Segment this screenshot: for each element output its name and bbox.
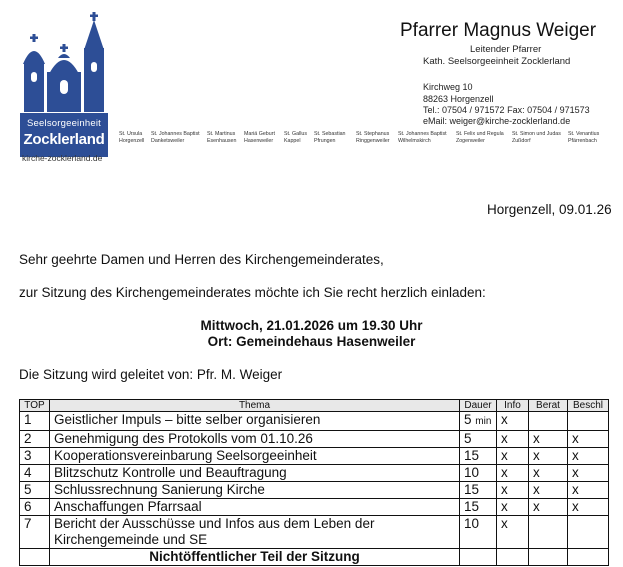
cell-dauer: 10 xyxy=(460,516,497,549)
parish-item: St. Johannes Baptist Wilhelmskirch xyxy=(398,131,447,144)
church-logo xyxy=(20,10,108,160)
col-header-berat: Berat xyxy=(529,400,568,412)
cell-berat: x xyxy=(529,482,568,499)
cell-thema: Bericht der Ausschüsse und Infos aus dem Leben der Kirchengemeinde und SE xyxy=(50,516,460,549)
logo-line-2: Zocklerland xyxy=(23,131,105,148)
table-row xyxy=(20,412,609,431)
cell-top: 1 xyxy=(20,412,50,431)
table-row xyxy=(20,465,609,482)
table-row xyxy=(20,431,609,448)
cell-thema: Schlussrechnung Sanierung Kirche xyxy=(50,482,460,499)
cell-info: x xyxy=(497,465,529,482)
cell-top: 4 xyxy=(20,465,50,482)
parish-item: St. Sebastian Pfrungen xyxy=(314,131,346,144)
cell-beschl xyxy=(568,516,609,549)
col-header-info: Info xyxy=(497,400,529,412)
cell-thema: Blitzschutz Kontrolle und Beauftragung xyxy=(50,465,460,482)
cell-dauer: 15 xyxy=(460,499,497,516)
agenda-table xyxy=(19,399,609,566)
invitation-text: zur Sitzung des Kirchengemeinderates möchte ich Sie recht herzlich einladen: xyxy=(19,285,486,300)
cell-info: x xyxy=(497,412,529,431)
parish-item: St. Stephanus Ringgenweiler xyxy=(356,131,390,144)
parish-item: Mariä Geburt Hasenweiler xyxy=(244,131,275,144)
cell-dauer: 15 xyxy=(460,448,497,465)
cell-beschl: x xyxy=(568,499,609,516)
cell-berat xyxy=(529,412,568,431)
meeting-location: Ort: Gemeindehaus Hasenweiler xyxy=(207,334,416,349)
sender-city: 88263 Horgenzell xyxy=(423,94,494,104)
cell-dauer: 15 xyxy=(460,482,497,499)
church-towers-icon xyxy=(20,10,108,114)
letter-date: Horgenzell, 09.01.26 xyxy=(487,202,612,217)
parish-item: St. Ursula Horgenzell xyxy=(119,131,145,144)
cell-berat: x xyxy=(529,465,568,482)
cell-dauer xyxy=(460,549,497,566)
cell-berat: x xyxy=(529,499,568,516)
cell-top: 2 xyxy=(20,431,50,448)
section-heading: Nichtöffentlicher Teil der Sitzung xyxy=(50,549,460,566)
cell-info: x xyxy=(497,448,529,465)
website-link[interactable]: kirche-zocklerland.de xyxy=(22,153,103,163)
meeting-date: Mittwoch, 21.01.2026 um 19.30 Uhr xyxy=(200,318,423,333)
cell-berat xyxy=(529,549,568,566)
parish-item: St. Venantius Pfärrenbach xyxy=(568,131,600,144)
col-header-dauer: Dauer xyxy=(460,400,497,412)
cell-berat xyxy=(529,516,568,549)
cell-beschl: x xyxy=(568,431,609,448)
parish-item: St. Gallus Kappel xyxy=(284,131,307,144)
sender-email[interactable]: eMail: weiger@kirche-zocklerland.de xyxy=(423,116,571,126)
section-row xyxy=(20,549,609,566)
cell-dauer: 5 xyxy=(460,431,497,448)
cell-berat: x xyxy=(529,448,568,465)
cell-top: 5 xyxy=(20,482,50,499)
cell-thema: Geistlicher Impuls – bitte selber organisieren xyxy=(50,412,460,431)
table-row xyxy=(20,448,609,465)
col-header-beschl: Beschl xyxy=(568,400,609,412)
cell-dauer: 10 xyxy=(460,465,497,482)
agenda-header-row xyxy=(20,400,609,412)
cell-beschl: x xyxy=(568,448,609,465)
cell-top: 6 xyxy=(20,499,50,516)
cell-info xyxy=(497,549,529,566)
cell-thema: Kooperationsvereinbarung Seelsorgeeinheit xyxy=(50,448,460,465)
chair-line: Die Sitzung wird geleitet von: Pfr. M. Weiger xyxy=(19,367,283,382)
parish-item: St. Simon und Judas Zußdorf xyxy=(512,131,561,144)
parish-item: St. Johannes Baptist Danketsweiler xyxy=(151,131,200,144)
parish-item: St. Martinus Esenhausen xyxy=(207,131,237,144)
cell-top: 7 xyxy=(20,516,50,549)
logo-line-1: Seelsorgeeinheit xyxy=(27,118,101,129)
sender-name: Pfarrer Magnus Weiger xyxy=(400,20,597,41)
table-row xyxy=(20,516,609,549)
col-header-thema: Thema xyxy=(50,400,460,412)
cell-info: x xyxy=(497,431,529,448)
cell-top: 3 xyxy=(20,448,50,465)
cell-top xyxy=(20,549,50,566)
cell-thema: Anschaffungen Pfarrsaal xyxy=(50,499,460,516)
table-row xyxy=(20,499,609,516)
sender-street: Kirchweg 10 xyxy=(423,82,473,92)
cell-beschl xyxy=(568,549,609,566)
cell-info: x xyxy=(497,516,529,549)
sender-phone: Tel.: 07504 / 971572 Fax: 07504 / 971573 xyxy=(423,105,590,115)
cell-info: x xyxy=(497,482,529,499)
cell-beschl: x xyxy=(568,465,609,482)
col-header-top: TOP xyxy=(20,400,50,412)
cell-beschl: x xyxy=(568,482,609,499)
sender-unit: Kath. Seelsorgeeinheit Zocklerland xyxy=(423,56,571,67)
salutation: Sehr geehrte Damen und Herren des Kirchengemeinderates, xyxy=(19,252,384,267)
cell-beschl xyxy=(568,412,609,431)
cell-dauer: 5 min xyxy=(460,412,497,431)
table-row xyxy=(20,482,609,499)
cell-thema: Genehmigung des Protokolls vom 01.10.26 xyxy=(50,431,460,448)
parish-item: St. Felix und Regula Zogenweiler xyxy=(456,131,504,144)
cell-info: x xyxy=(497,499,529,516)
cell-berat: x xyxy=(529,431,568,448)
sender-role: Leitender Pfarrer xyxy=(470,44,542,55)
